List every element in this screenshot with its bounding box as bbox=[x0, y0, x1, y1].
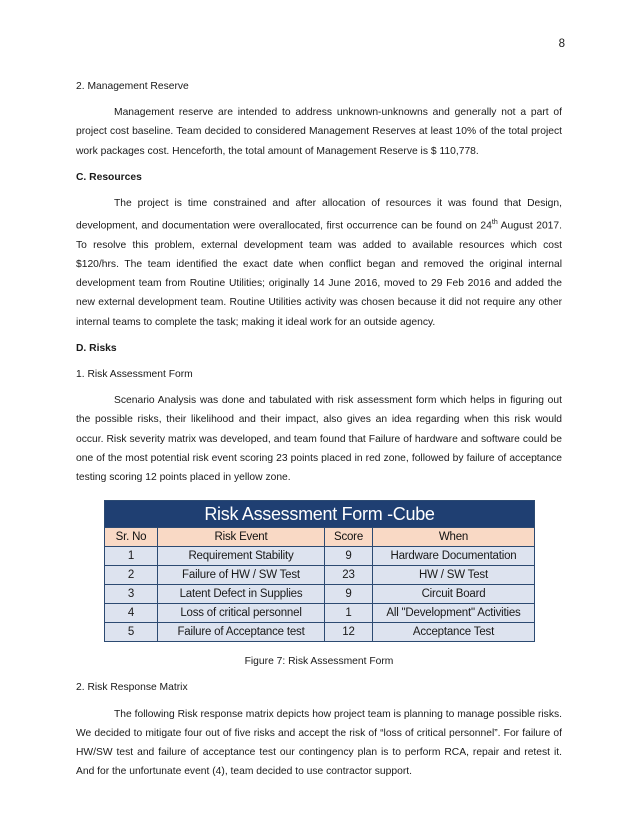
cell-when: Acceptance Test bbox=[373, 623, 535, 642]
table-title: Risk Assessment Form -Cube bbox=[105, 501, 535, 528]
cell-sr-no: 4 bbox=[105, 604, 158, 623]
management-reserve-paragraph: Management reserve are intended to address unknown-unknowns and generally not a part of project cost baseline. Team decided to considered Management Reserves at least 10% of the total project work packages cost. Henceforth, the total amount of Management Reserve is $ 110,778. bbox=[76, 107, 562, 157]
cell-score: 9 bbox=[325, 585, 373, 604]
cell-score: 1 bbox=[325, 604, 373, 623]
cell-sr-no: 5 bbox=[105, 623, 158, 642]
cell-when: Circuit Board bbox=[373, 585, 535, 604]
resources-text-part2: August 2017. To resolve this problem, external development team was added to available resources which cost $120/hrs. The team identified the exact date when conflict began and removed the original internal development team from Routine Utilities; originally 14 June 2016, moved to 29 Feb 2016 and added the new external development team. Routine Utilities activity was chosen because it did not require any other internal teams to complete the task; making it ideal work for an outside agency. bbox=[76, 220, 562, 328]
cell-risk-event: Latent Defect in Supplies bbox=[158, 585, 325, 604]
cell-score: 12 bbox=[325, 623, 373, 642]
cell-sr-no: 1 bbox=[105, 547, 158, 566]
cell-score: 9 bbox=[325, 547, 373, 566]
management-reserve-heading: 2. Management Reserve bbox=[76, 81, 189, 92]
cell-score: 23 bbox=[325, 566, 373, 585]
document-body bbox=[76, 77, 562, 789]
table-row bbox=[105, 585, 535, 604]
risk-assessment-table bbox=[104, 500, 535, 642]
column-header-risk-event: Risk Event bbox=[158, 528, 325, 547]
risk-response-paragraph: The following Risk response matrix depicts how project team is planning to manage possible risks. We decided to mitigate four out of five risks and accept the risk of “loss of critical personnel”. For failure of HW/SW test and failure of acceptance test our contingency plan is to perform RCA, repair and retest it. And for the unfortunate event (4), team decided to use contractor support. bbox=[76, 708, 562, 778]
column-header-sr-no: Sr. No bbox=[105, 528, 158, 547]
column-header-when: When bbox=[373, 528, 535, 547]
cell-risk-event: Requirement Stability bbox=[158, 547, 325, 566]
resources-heading: C. Resources bbox=[76, 171, 142, 183]
cell-sr-no: 3 bbox=[105, 585, 158, 604]
table-row bbox=[105, 547, 535, 566]
cell-when: HW / SW Test bbox=[373, 566, 535, 585]
cell-sr-no: 2 bbox=[105, 566, 158, 585]
risk-assessment-form-heading: 1. Risk Assessment Form bbox=[76, 369, 193, 381]
cell-risk-event: Failure of Acceptance test bbox=[158, 623, 325, 642]
cell-when: Hardware Documentation bbox=[373, 547, 535, 566]
figure-caption: Figure 7: Risk Assessment Form bbox=[244, 656, 394, 668]
cell-risk-event: Loss of critical personnel bbox=[158, 604, 325, 623]
page-number: 8 bbox=[558, 38, 565, 50]
resources-paragraph bbox=[76, 194, 562, 332]
risks-heading: D. Risks bbox=[76, 342, 117, 354]
risk-response-matrix-heading: 2. Risk Response Matrix bbox=[76, 682, 188, 694]
table-row bbox=[105, 604, 535, 623]
risk-assessment-paragraph: Scenario Analysis was done and tabulated with risk assessment form which helps in figuring out the possible risks, their likelihood and their impact, also gives an idea regarding when this risk would occur. Risk severity matrix was developed, and team found that Failure of hardware and software could be one of the most potential risk event scoring 23 points placed in red zone, followed by failure of acceptance testing scoring 12 points placed in yellow zone. bbox=[76, 395, 562, 484]
resources-superscript: th bbox=[491, 219, 498, 227]
table-row bbox=[105, 623, 535, 642]
cell-when: All "Development" Activities bbox=[373, 604, 535, 623]
table-row bbox=[105, 566, 535, 585]
column-header-score: Score bbox=[325, 528, 373, 547]
resources-text-part1: The project is time constrained and after allocation of resources it was found that Design, development, and documentation were overallocated, first occurrence can be found on 24 bbox=[76, 198, 562, 232]
cell-risk-event: Failure of HW / SW Test bbox=[158, 566, 325, 585]
